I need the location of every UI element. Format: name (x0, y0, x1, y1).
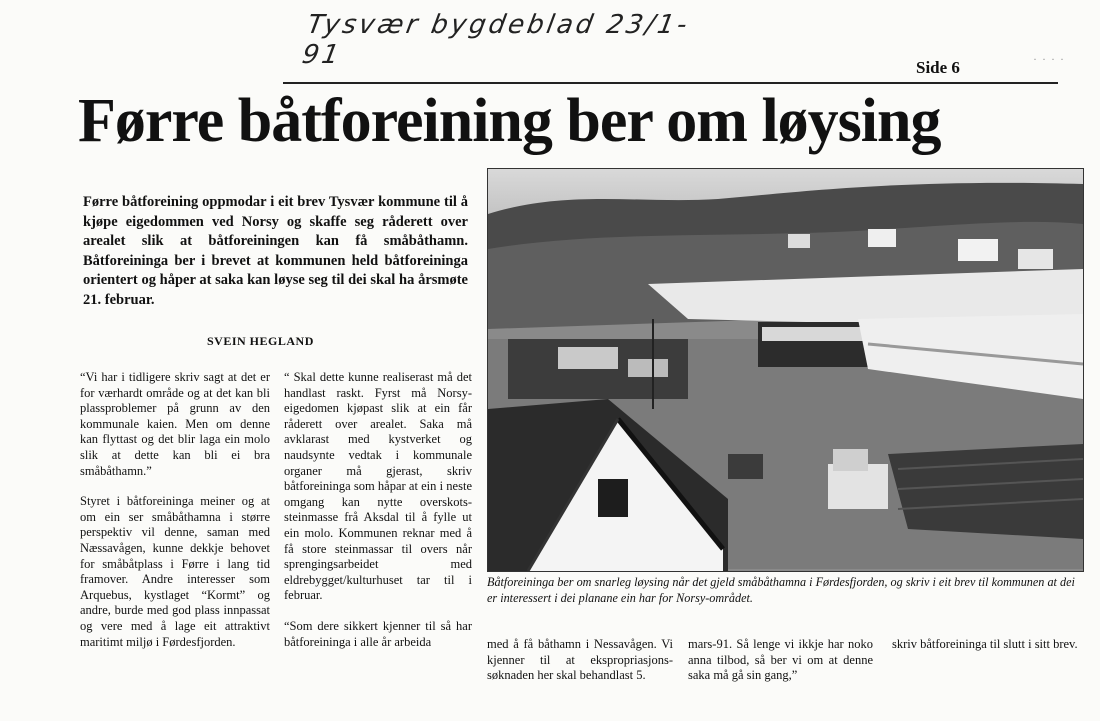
page-number: Side 6 (916, 58, 960, 77)
article-column-1 (80, 370, 270, 665)
column-2-paragraph: “Som dere sikkert kjenner til så har båtforeininga i alle år arbeida (284, 618, 472, 649)
column-1-paragraph: Styret i båtforeininga meiner og at om ein ser småbåthamna i større perspektiv vil denne, saman med Næssavågen, kunne dekkje behovet for småbåtplass i Førre i lang tid framover. Andre interesser som Arquebus, kystlaget “Kormt” og andre, burde med god plass innpassat og vere med å lage eit attraktivt maritimt miljø i Førdesfjorden. (80, 494, 270, 649)
column-1-paragraph: “Vi har i tidligere skriv sagt at det er for værhardt område og at det kan bli plassproblemer på grunn av den kommunale kaien. Men om denne kan flyttast og det blir laga ein molo slik at dette kan bli ei bra småbåthamn.” (80, 370, 270, 478)
lead-paragraph: Førre båtforeining oppmodar i eit brev Tysvær kommune til å kjøpe eigedommen ved Norsy og skaffe seg råderett over arealet slik at båtforeiningen kan få småbåthamn. Båtforeininga ber i brevet at kommunen held båtforeininga orientert og håper at saka kan løyse seg til dei skal ha årsmøte 21. februar. (83, 194, 468, 308)
byline: SVEIN HEGLAND (207, 334, 314, 348)
handwritten-source-note: Tysvær bygdeblad 23/1-91 (299, 10, 693, 70)
column-2-paragraph: “ Skal dette kunne realiserast må det handlast raskt. Fyrst må Norsy-eigedomen kjøpast slik at ein får råderett over arealet. Saka må avklarast med kystverket og naudsynte vedtak i kommunale organer må gjerast, skriv båtforeininga som håpar at ein i neste omgang kan nytte overskots-steinmasse frå Aksdal til å fylle ut ein molo. Kommunen reknar med å få store steinmassar til overs når sprengingsarbeidet med eldrebygget/kulturhuset tar til i februar. (284, 370, 472, 603)
column-5-paragraph: skriv båtforeininga til slutt i sitt brev. (892, 637, 1078, 651)
column-4-paragraph: mars-91. Så lenge vi ikkje har noko anna tilbod, så ber vi om at denne saka må gå sin gang,” (688, 637, 873, 683)
faint-stamp-mark: · · · · (1033, 52, 1065, 66)
harbour-photo (487, 168, 1084, 572)
article-column-5 (892, 637, 1082, 668)
top-rule (283, 82, 1058, 84)
column-3-paragraph: med å få båthamn i Nessavågen. Vi kjenner til at ekspropriasjons-søknaden her skal behandlast 5. (487, 637, 673, 683)
article-column-3 (487, 637, 673, 699)
article-column-4 (688, 637, 873, 699)
headline: Førre båtforeining ber om løysing (78, 87, 941, 155)
article-column-2 (284, 370, 472, 665)
harbour-photo-illustration (488, 169, 1083, 571)
photo-caption: Båtforeininga ber om snarleg løysing når det gjeld småbåthamna i Førdesfjorden, og skriv i eit brev til kommunen at dei er interessert i dei planane ein har for Norsy-området. (487, 575, 1075, 605)
